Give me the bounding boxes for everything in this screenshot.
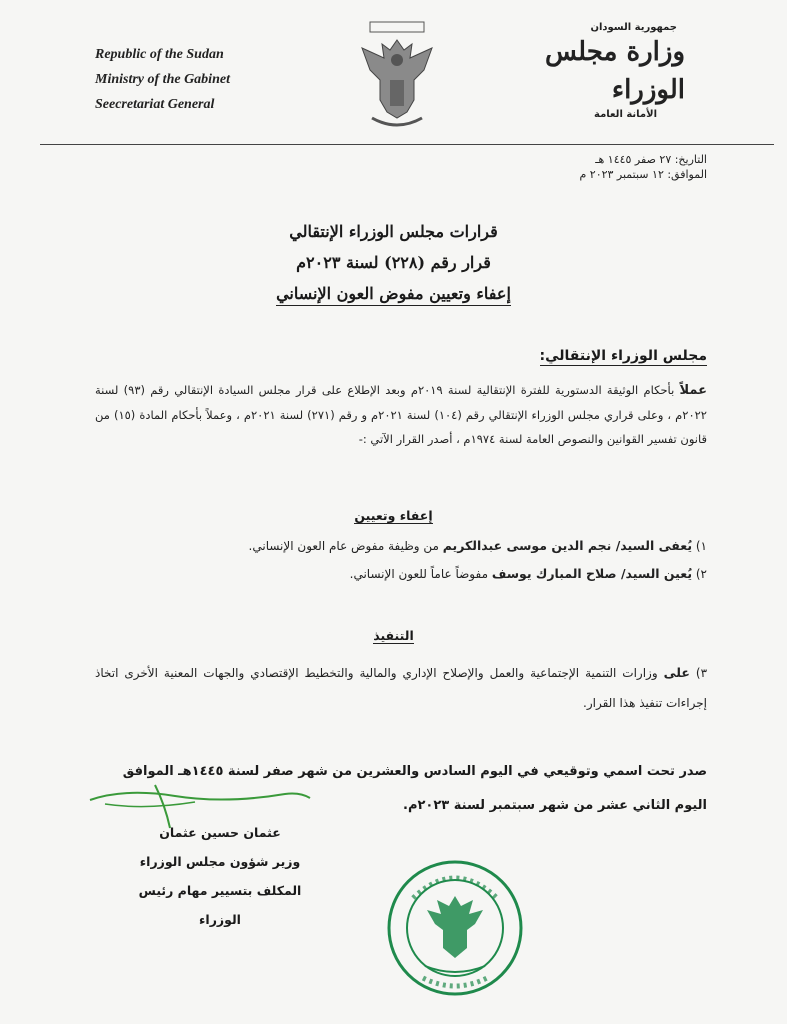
sudan-emblem-icon	[352, 20, 442, 135]
section-heading-execution-text: التنفيذ	[373, 628, 414, 643]
item-text: من وظيفة مفوض عام العون الإنساني.	[248, 539, 439, 553]
gregorian-date: الموافق: ١٢ سبتمبر ٢٠٢٣ م	[579, 168, 707, 181]
decree-number: قرار رقم (٢٢٨) لسنة ٢٠٢٣م	[296, 253, 491, 272]
date-block	[579, 152, 707, 182]
section-heading-appointment	[0, 508, 787, 523]
item-text: مفوضاً عاماً للعون الإنساني.	[349, 567, 488, 581]
signatory-acting-title: المكلف بتسيير مهام رئيس الوزراء	[138, 883, 302, 927]
decree-title-line1: قرارات مجلس الوزراء الإنتقالي	[289, 222, 498, 241]
arabic-country: جمهورية السودان	[590, 22, 677, 33]
decree-subject-text: إعفاء وتعيين مفوض العون الإنساني	[276, 284, 511, 306]
item-text: وزارات التنمية الإجتماعية والعمل والإصلاح الإداري والمالية والتخطيط الإقتصادي والجهات المعنية الأخرى اتخاذ إجراءات تنفيذ هذا القرار.	[95, 666, 707, 710]
closing-statement: صدر تحت اسمي وتوقيعي في اليوم السادس والعشرين من شهر صفر لسنة ١٤٤٥هـ الموافق اليوم الثاني عشر من شهر سبتمبر لسنة ٢٠٢٣م.	[122, 764, 707, 813]
decree-item-3	[95, 658, 707, 718]
signatory-title: وزير شؤون مجلس الوزراء	[139, 854, 301, 869]
item-number: ١)	[695, 539, 707, 553]
item-subject: يُعين السيد/ صلاح المبارك يوسف	[491, 566, 693, 581]
signatory-block	[125, 818, 315, 934]
english-letterhead	[95, 42, 285, 117]
section-heading-appointment-text: إعفاء وتعيين	[354, 508, 433, 523]
english-secretariat: Seecretariat General	[95, 97, 215, 112]
preamble-lead: عملاً	[679, 383, 707, 398]
decree-subject	[0, 284, 787, 303]
section-heading-execution	[0, 628, 787, 643]
english-country: Republic of the Sudan	[95, 47, 224, 62]
council-heading: مجلس الوزراء الإنتقالي:	[539, 348, 707, 364]
english-ministry: Ministry of the Gabinet	[95, 72, 230, 87]
item-number: ٣)	[695, 666, 708, 680]
official-seal	[385, 858, 525, 998]
arabic-ministry: وزارة مجلس الوزراء	[544, 37, 685, 105]
preamble	[95, 378, 707, 451]
hijri-date: التاريخ: ٢٧ صفر ١٤٤٥ هـ	[595, 153, 707, 166]
arabic-letterhead	[487, 22, 685, 120]
item-subject: على	[663, 665, 690, 680]
decree-item-1	[249, 538, 707, 553]
decree-item-2	[350, 566, 707, 581]
header-divider	[40, 144, 774, 145]
arabic-secretariat: الأمانة العامة	[594, 109, 657, 120]
item-subject: يُعفى السيد/ نجم الدين موسى عبدالكريم	[442, 538, 693, 553]
signatory-name: عثمان حسين عثمان	[159, 825, 281, 840]
preamble-text: بأحكام الوثيقة الدستورية للفترة الإنتقالية لسنة ٢٠١٩م وبعد الإطلاع على قرار مجلس السيادة الإنتقالي رقم (٩٣) لسنة ٢٠٢٢م ، وعلى قراري مجلس الوزراء الإنتقالي رقم (١٠٤) لسنة ٢٠٢١م و رقم (٢٧١) لسنة ٢٠٢١م ، وعملاً بأحكام المادة (١٥) من قانون تفسير القوانين والنصوص العامة لسنة ١٩٧٤م ، أصدر القرار الآتي :-	[95, 383, 707, 446]
item-number: ٢)	[695, 567, 707, 581]
